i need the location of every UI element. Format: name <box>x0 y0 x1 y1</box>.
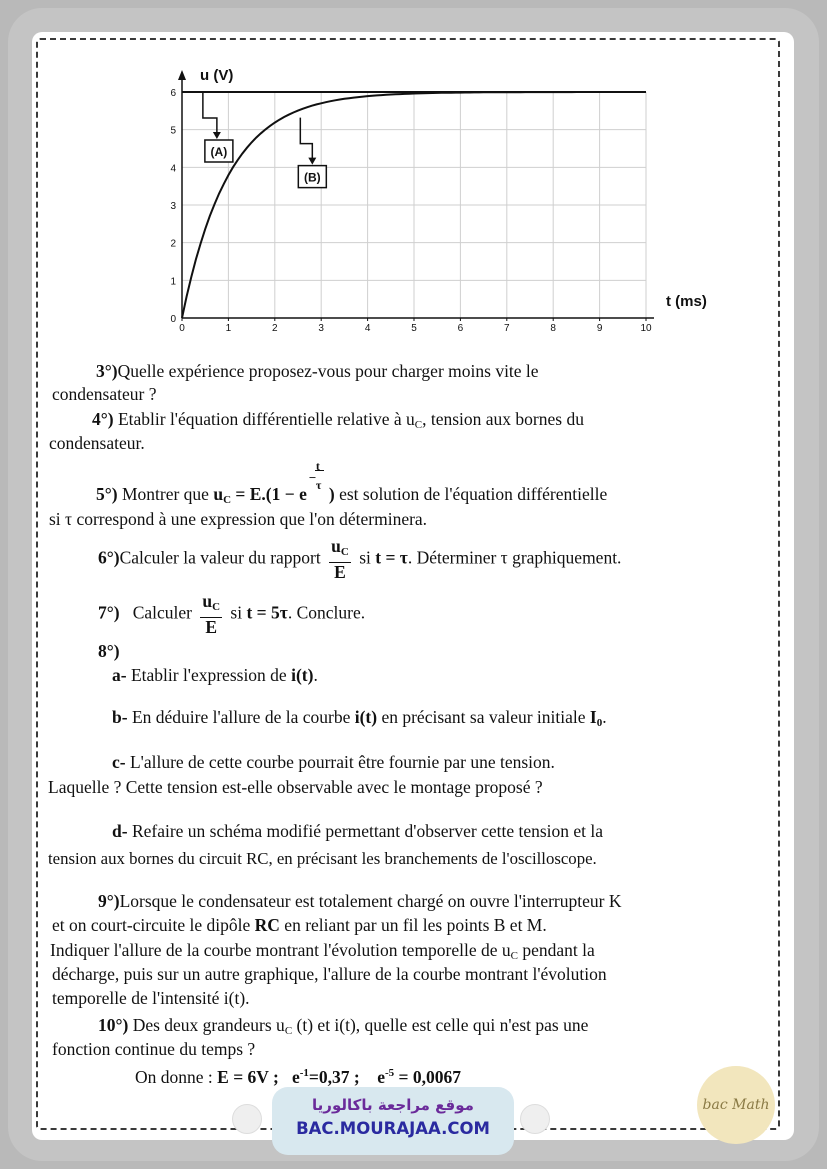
annotation-a-arrow <box>213 132 221 139</box>
frac-den: E <box>205 617 218 637</box>
q10-line-1a: Des deux grandeurs u <box>128 1015 285 1035</box>
given-e5: e <box>377 1067 385 1087</box>
q5-sub: C <box>223 494 232 506</box>
q9-line-3b: pendant la <box>518 940 595 960</box>
given-e5-val: = 0,0067 <box>394 1067 462 1087</box>
exp-num: t <box>315 459 320 473</box>
question-3 <box>96 360 539 383</box>
q8b-text-2: en précisant sa valeur initiale <box>377 707 590 727</box>
y-tick-label: 5 <box>170 125 176 137</box>
bac-math-badge: bac Math <box>697 1066 775 1144</box>
question-8a <box>112 664 318 687</box>
q3-text-2: condensateur ? <box>52 384 157 404</box>
question-4 <box>92 408 584 437</box>
given-e1: e <box>291 1067 300 1087</box>
given-e5-exp: -5 <box>385 1067 395 1079</box>
q8a-bold: i(t) <box>291 665 314 685</box>
y-tick-label: 6 <box>170 88 176 99</box>
q5-u: u <box>213 484 224 504</box>
uc-chart <box>150 62 740 344</box>
q6-fraction <box>329 537 351 582</box>
q9-line-2c: en reliant par un fil les points B et M. <box>279 915 547 935</box>
q8a-label: a- <box>112 665 127 685</box>
x-tick-label: 3 <box>318 323 324 334</box>
x-tick-label: 1 <box>225 323 232 334</box>
q5-close: ) <box>328 484 335 504</box>
question-6 <box>98 537 621 582</box>
q8b-text: En déduire l'allure de la courbe <box>127 707 355 727</box>
q6-number: 6°) <box>98 547 120 568</box>
site-banner[interactable] <box>272 1087 514 1155</box>
x-tick-label: 10 <box>640 323 652 334</box>
y-tick-label: 4 <box>170 163 176 175</box>
x-tick-label: 7 <box>504 323 510 334</box>
q8c-text-2: Laquelle ? Cette tension est-elle observable avec le montage proposé ? <box>48 777 543 797</box>
site-logo-icon <box>520 1104 550 1134</box>
q5-text-2: si τ correspond à une expression que l'on déterminera. <box>49 509 428 529</box>
q8b-i: I <box>589 707 597 727</box>
q6-cond: t = τ <box>375 547 408 568</box>
q6-post: . Déterminer τ graphiquement. <box>407 547 622 568</box>
x-tick-label: 2 <box>272 323 278 334</box>
q10-line-2: fonction continue du temps ? <box>52 1039 256 1059</box>
q6-si: si <box>354 547 376 568</box>
question-8c-cont <box>48 776 543 799</box>
question-7 <box>98 592 365 637</box>
q8a-text: Etablir l'expression de <box>126 665 292 685</box>
y-axis-label: u (V) <box>200 67 234 84</box>
q10-line-1b: (t) et i(t), quelle est celle qui n'est pas une <box>292 1015 589 1035</box>
question-9-line-5 <box>52 987 250 1010</box>
given-values <box>135 1062 461 1089</box>
y-tick-label: 3 <box>170 201 176 212</box>
frac-num: u <box>331 536 341 556</box>
q7-post: . Conclure. <box>287 602 366 623</box>
given-e1-val: =0,37 <box>308 1067 350 1087</box>
q8c-text: L'allure de cette courbe pourrait être fournie par une tension. <box>125 752 555 772</box>
q3-number: 3°) <box>96 361 118 381</box>
annotation-a-leader <box>203 92 217 134</box>
given-pre: On donne : <box>135 1067 218 1087</box>
q8b-end: . <box>602 707 607 727</box>
question-8c <box>112 751 555 774</box>
q10-number: 10°) <box>98 1015 129 1035</box>
question-8b <box>112 706 607 735</box>
q9-line-2b: RC <box>254 915 280 935</box>
exp-sign: − <box>308 470 317 485</box>
q8d-text: Refaire un schéma modifié permettant d'observer cette tension et la <box>127 821 604 841</box>
x-tick-label: 0 <box>179 323 185 334</box>
q9-line-4: décharge, puis sur un autre graphique, l'allure de la courbe montrant l'évolution <box>52 964 607 984</box>
q10-sub: C <box>284 1025 293 1037</box>
q8b-sub: 0 <box>596 717 603 729</box>
exp-den: τ <box>315 478 322 492</box>
q9-line-2a: et on court-circuite le dipôle <box>52 915 255 935</box>
q8b-label: b- <box>112 707 128 727</box>
q5-pre: Montrer que <box>117 484 214 504</box>
question-9 <box>98 890 621 913</box>
q8c-label: c- <box>112 752 126 772</box>
frac-sub: C <box>340 546 349 558</box>
given-e1-exp: -1 <box>299 1067 309 1079</box>
q9-line-1: Lorsque le condensateur est totalement chargé on ouvre l'interrupteur K <box>119 891 622 911</box>
frac-den: E <box>334 562 346 582</box>
q3-text: Quelle expérience proposez-vous pour charger moins vite le <box>117 361 539 381</box>
banner-arabic: موقع مراجعة باكالوريا <box>312 1096 474 1114</box>
q9-line-5: temporelle de l'intensité i(t). <box>52 988 250 1008</box>
q8d-label: d- <box>112 821 128 841</box>
banner-site-link[interactable]: BAC.MOURAJAA.COM <box>296 1119 490 1138</box>
q4-text: Etablir l'équation différentielle relative à u <box>113 409 415 429</box>
q7-si: si <box>226 602 247 623</box>
y-tick-label: 1 <box>170 276 176 288</box>
question-10-line-2 <box>52 1038 255 1061</box>
q9-line-3a: Indiquer l'allure de la courbe montrant l'évolution temporelle de u <box>50 940 511 960</box>
question-8d-cont <box>48 847 597 870</box>
q5-number: 5°) <box>96 484 118 504</box>
q7-pre: Calculer <box>132 602 192 623</box>
q9-number: 9°) <box>98 891 120 911</box>
q4-sub: C <box>414 419 423 431</box>
frac-num: u <box>202 591 213 611</box>
q8a-end: . <box>313 665 318 685</box>
annotation-b-leader <box>300 118 312 160</box>
given-sep: ; <box>349 1067 365 1087</box>
q9-line-3-sub: C <box>510 950 519 962</box>
q5-exponent <box>307 459 329 500</box>
q8b-bold: i(t) <box>354 707 378 727</box>
q8d-text-2: tension aux bornes du circuit RC, en précisant les branchements de l'oscilloscope. <box>48 849 597 868</box>
x-tick-label: 5 <box>411 323 417 334</box>
q4-number: 4°) <box>92 409 114 429</box>
x-tick-label: 9 <box>596 323 603 334</box>
question-8d <box>112 820 603 843</box>
x-tick-label: 4 <box>364 323 371 334</box>
q7-fraction <box>200 592 222 637</box>
q7-number: 7°) <box>98 602 120 623</box>
x-tick-label: 8 <box>550 323 556 334</box>
y-axis-arrow <box>178 70 186 80</box>
question-4-cont <box>49 432 145 455</box>
annotation-a-label: (A) <box>210 145 228 159</box>
q5-post: est solution de l'équation différentielle <box>334 484 608 504</box>
question-9-line-4 <box>52 963 607 986</box>
question-8-number: 8°) <box>98 641 120 661</box>
q4-text-2: condensateur. <box>49 433 145 453</box>
q6-pre: Calculer la valeur du rapport <box>119 547 321 568</box>
annotation-b-label: (B) <box>303 170 321 185</box>
y-tick-label: 2 <box>170 238 176 250</box>
q4-text-b: , tension aux bornes du <box>422 409 584 429</box>
given-e: E = 6V ; <box>217 1067 279 1087</box>
x-tick-label: 6 <box>457 323 464 334</box>
q7-cond: t = 5τ <box>246 602 288 623</box>
x-axis-label: t (ms) <box>666 293 707 310</box>
annotation-b-arrow <box>308 158 316 165</box>
question-5-cont <box>49 508 427 531</box>
site-logo-icon <box>232 1104 262 1134</box>
question-9-line-2 <box>52 914 547 937</box>
question-3-cont <box>52 383 156 406</box>
q5-eq: = E.(1 − e <box>231 484 307 504</box>
frac-sub: C <box>212 601 221 613</box>
y-tick-label: 0 <box>170 314 176 325</box>
